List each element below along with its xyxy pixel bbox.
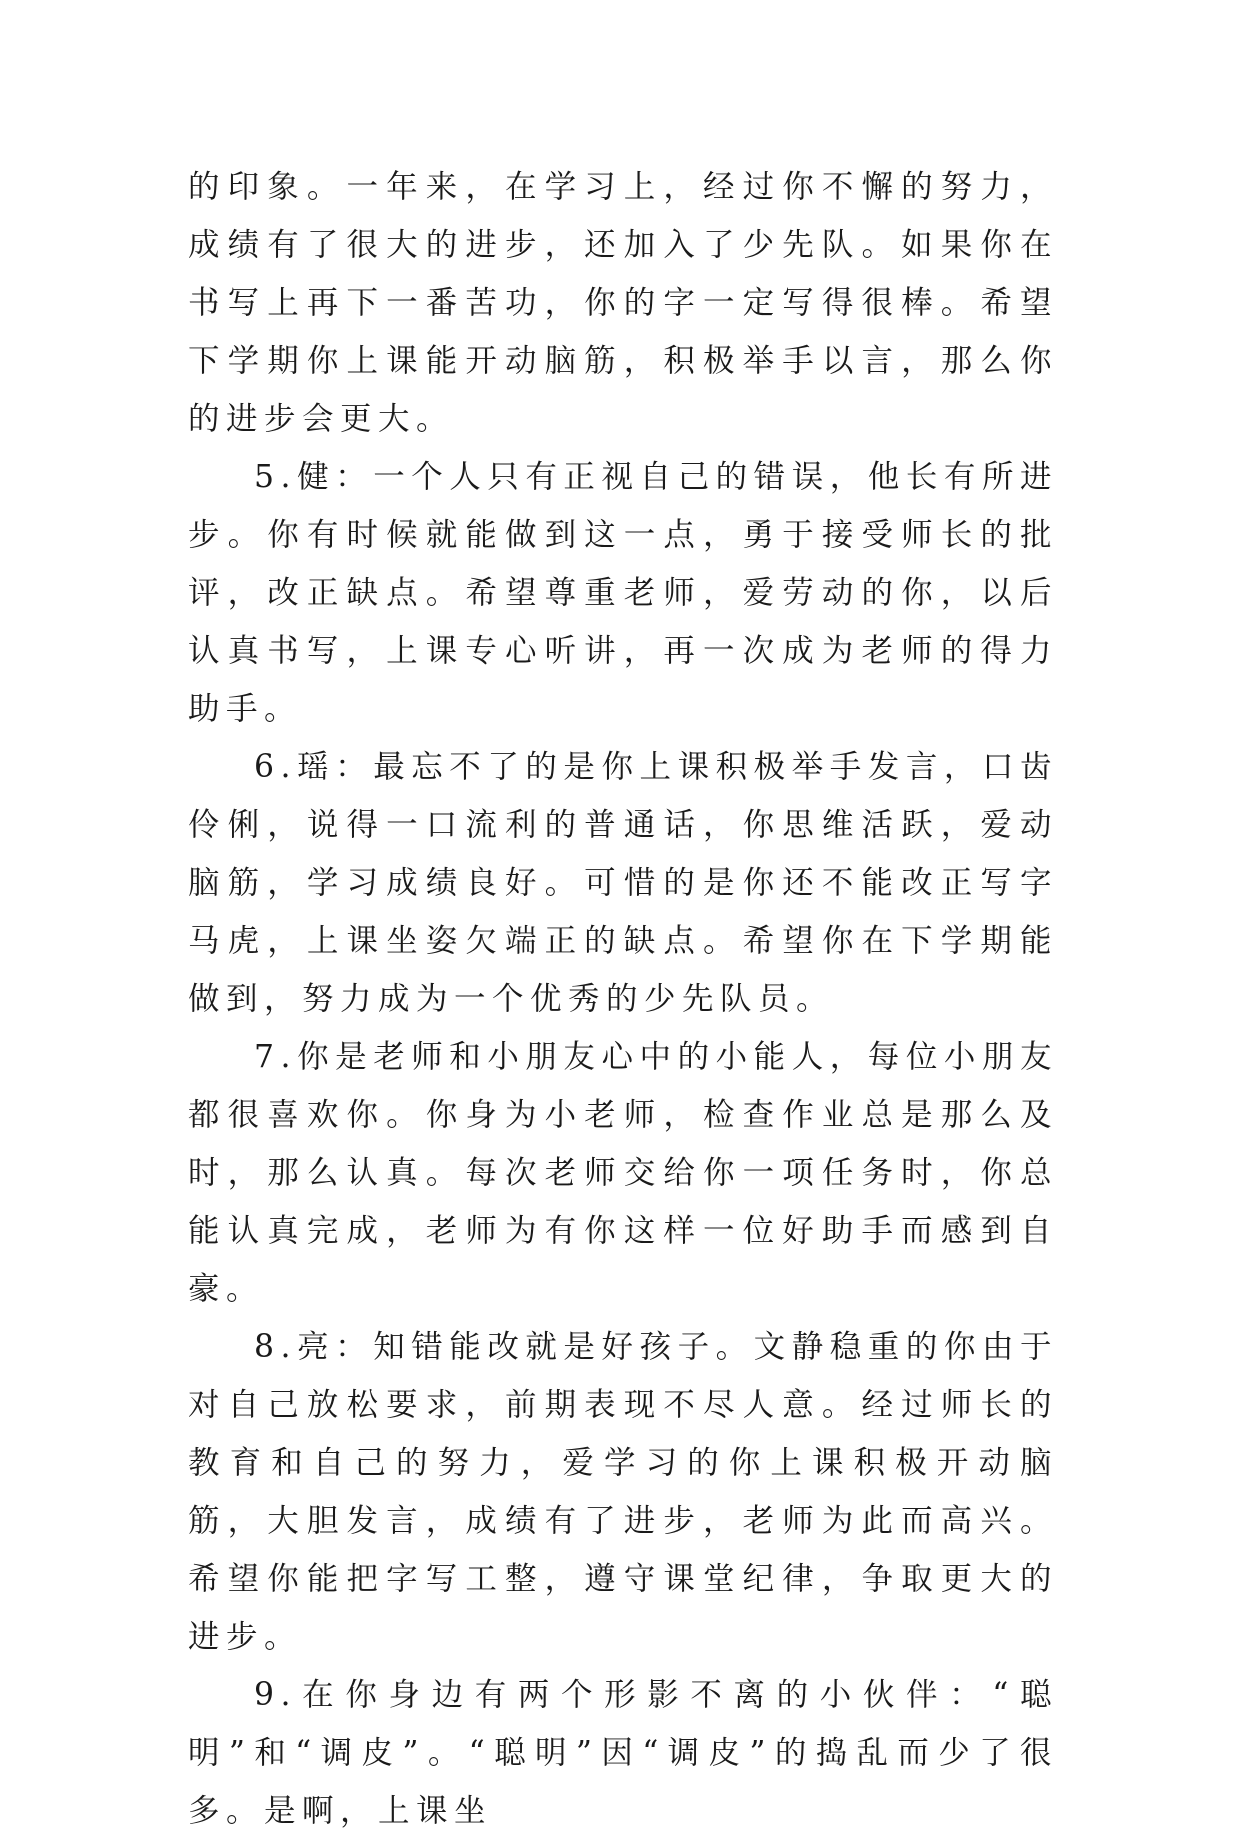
paragraph-5: 8.亮：知错能改就是好孩子。文静稳重的你由于对自己放松要求，前期表现不尽人意。经过师长的教育和自己的努力，爱学习的你上课积极开动脑筋，大胆发言，成绩有了进步，老师为此而高兴。希望你能把字写工整，遵守课堂纪律，争取更大的进步。: [188, 1329, 1058, 1655]
paragraph-2: 5.健：一个人只有正视自己的错误，他长有所进步。你有时候就能做到这一点，勇于接受师长的批评，改正缺点。希望尊重老师，爱劳动的你，以后认真书写，上课专心听讲，再一次成为老师的得力助手。: [188, 459, 1058, 727]
paragraph-6: 9.在你身边有两个形影不离的小伙伴：“聪明”和“调皮”。“聪明”因“调皮”的捣乱而少了很多。是啊，上课坐: [188, 1677, 1058, 1829]
paragraph-4: 7.你是老师和小朋友心中的小能人，每位小朋友都很喜欢你。你身为小老师，检查作业总是那么及时，那么认真。每次老师交给你一项任务时，你总能认真完成，老师为有你这样一位好助手而感到自豪。: [188, 1039, 1058, 1307]
document-body: [188, 158, 1058, 1840]
paragraph-3: 6.瑶：最忘不了的是你上课积极举手发言，口齿伶俐，说得一口流利的普通话，你思维活跃，爱动脑筋，学习成绩良好。可惜的是你还不能改正写字马虎，上课坐姿欠端正的缺点。希望你在下学期能做到，努力成为一个优秀的少先队员。: [188, 749, 1058, 1017]
paragraph-1: 的印象。一年来，在学习上，经过你不懈的努力，成绩有了很大的进步，还加入了少先队。如果你在书写上再下一番苦功，你的字一定写得很棒。希望下学期你上课能开动脑筋，积极举手以言，那么你的进步会更大。: [188, 169, 1058, 437]
